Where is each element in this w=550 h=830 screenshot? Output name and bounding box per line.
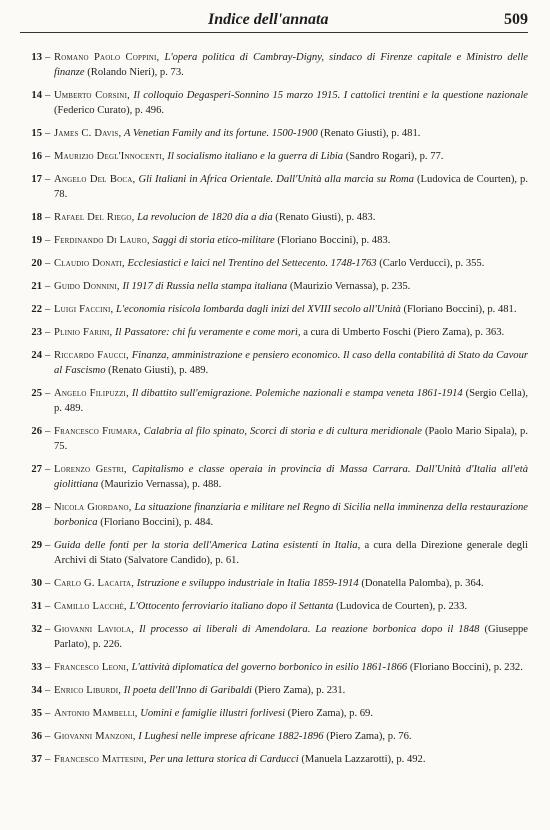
entry-reviewer: (Floriano Boccini), p. 484.	[100, 517, 214, 528]
entry-title: Per una lettura storica di Carducci	[149, 754, 299, 765]
entry-number: 22	[31, 304, 42, 315]
entry-reviewer: (Giuseppe Parlato), p. 226.	[54, 624, 528, 650]
entry-author: James C. Davis,	[54, 128, 122, 139]
entry-dash: –	[45, 350, 51, 361]
entry-reviewer: (Piero Zama), p. 76.	[326, 731, 412, 742]
entry-reviewer: (Renato Giusti), p. 481.	[320, 128, 421, 139]
index-entry	[20, 538, 528, 568]
entry-title: Il Passatore: chi fu veramente e come morì,	[115, 327, 301, 338]
running-title: Indice dell'annata	[208, 11, 329, 28]
index-entry	[20, 752, 528, 767]
entry-dash: –	[45, 235, 51, 246]
entry-number: 32	[31, 624, 42, 635]
index-entry	[20, 576, 528, 591]
entry-number: 20	[31, 258, 42, 269]
entry-dash: –	[45, 662, 51, 673]
entry-number: 36	[31, 731, 42, 742]
entry-reviewer: (Floriano Boccini), p. 481.	[403, 304, 517, 315]
entry-author: Riccardo Faucci,	[54, 350, 129, 361]
index-entry	[20, 622, 528, 652]
entry-author: Francesco Mattesini,	[54, 754, 147, 765]
entry-author: Giovanni Manzoni,	[54, 731, 136, 742]
entry-dash: –	[45, 464, 51, 475]
entry-title: Guida delle fonti per la storia dell'America Latina esistenti in Italia,	[54, 540, 361, 551]
index-entry	[20, 500, 528, 530]
entry-dash: –	[45, 52, 51, 63]
index-entry	[20, 233, 528, 248]
index-entry	[20, 149, 528, 164]
index-entry	[20, 126, 528, 141]
page-header	[20, 10, 528, 33]
entry-number: 30	[31, 578, 42, 589]
entry-dash: –	[45, 174, 51, 185]
entry-author: Luigi Faccini,	[54, 304, 114, 315]
entry-number: 24	[31, 350, 42, 361]
entry-dash: –	[45, 426, 51, 437]
entry-reviewer: (Rolando Nieri), p. 73.	[87, 67, 184, 78]
entry-dash: –	[45, 601, 51, 612]
entry-title: Saggi di storia etico-militare	[152, 235, 275, 246]
entry-title: Il colloquio Degasperi-Sonnino 15 marzo 1915. I cattolici trentini e la questione nazionale	[133, 90, 528, 101]
entry-number: 17	[31, 174, 42, 185]
entry-reviewer: (Federico Curato), p. 496.	[54, 105, 165, 116]
entry-author: Romano Paolo Coppini,	[54, 52, 160, 63]
index-entry	[20, 386, 528, 416]
entry-author: Enrico Liburdi,	[54, 685, 122, 696]
entry-number: 21	[31, 281, 42, 292]
entry-title: Uomini e famiglie illustri forlivesi	[140, 708, 286, 719]
index-entry	[20, 325, 528, 340]
entry-reviewer: (Sergio Cella), p. 489.	[54, 388, 528, 414]
entry-author: Rafael Del Riego,	[54, 212, 135, 223]
entry-number: 16	[31, 151, 42, 162]
entry-dash: –	[45, 624, 51, 635]
entry-title: Capitalismo e classe operaia in provincia di Massa Carrara. Dall'Unità d'Italia all'età giolittiana	[54, 464, 528, 490]
entry-author: Plinio Farini,	[54, 327, 113, 338]
entry-number: 35	[31, 708, 42, 719]
entry-reviewer: (Ludovica de Courten), p. 233.	[336, 601, 468, 612]
entry-reviewer: (Carlo Verducci), p. 355.	[379, 258, 485, 269]
entry-number: 26	[31, 426, 42, 437]
entry-author: Francesco Leoni,	[54, 662, 129, 673]
index-entry	[20, 88, 528, 118]
entry-number: 34	[31, 685, 42, 696]
entry-title: La situazione finanziaria e militare nel Regno di Sicilia nella imminenza della restaurazione borbonica	[54, 502, 529, 528]
entry-dash: –	[45, 90, 51, 101]
page-number: 509	[504, 11, 528, 28]
entry-reviewer: (Piero Zama), p. 231.	[254, 685, 346, 696]
entry-title: L'Ottocento ferroviario italiano dopo il Settanta	[129, 601, 334, 612]
entry-number: 31	[31, 601, 42, 612]
entry-dash: –	[45, 708, 51, 719]
entry-author: Umberto Corsini,	[54, 90, 130, 101]
index-entry	[20, 599, 528, 614]
entry-reviewer: a cura di Umberto Foschi (Piero Zama), p. 363.	[303, 327, 505, 338]
entry-title: Il 1917 di Russia nella stampa italiana	[122, 281, 288, 292]
entry-title: L'economia risicola lombarda dagli inizi del XVIII secolo all'Unità	[116, 304, 401, 315]
entry-number: 13	[31, 52, 42, 63]
entry-number: 23	[31, 327, 42, 338]
entry-reviewer: (Piero Zama), p. 69.	[287, 708, 373, 719]
entry-dash: –	[45, 327, 51, 338]
entry-number: 28	[31, 502, 42, 513]
entry-dash: –	[45, 258, 51, 269]
entry-number: 18	[31, 212, 42, 223]
index-entry	[20, 210, 528, 225]
entry-reviewer: (Floriano Boccini), p. 232.	[409, 662, 523, 673]
index-entry	[20, 729, 528, 744]
entry-reviewer: (Manuela Lazzarotti), p. 492.	[301, 754, 426, 765]
entry-dash: –	[45, 128, 51, 139]
entry-author: Maurizio Degl'Innocenti,	[54, 151, 165, 162]
entry-dash: –	[45, 731, 51, 742]
entry-author: Camillo Lacchè,	[54, 601, 127, 612]
entry-reviewer: (Donatella Palomba), p. 364.	[361, 578, 484, 589]
index-entry	[20, 424, 528, 454]
entry-title: L'attività diplomatica del governo borbonico in esilio 1861-1866	[131, 662, 408, 673]
entry-number: 19	[31, 235, 42, 246]
entry-title: Istruzione e sviluppo industriale in Italia 1859-1914	[136, 578, 359, 589]
index-entry	[20, 50, 528, 80]
index-entry	[20, 683, 528, 698]
entry-author: Angelo Filipuzzi,	[54, 388, 129, 399]
entry-author: Giovanni Laviola,	[54, 624, 135, 635]
entry-dash: –	[45, 304, 51, 315]
entry-dash: –	[45, 540, 51, 551]
entry-title: Il poeta dell'Inno di Garibaldi	[123, 685, 252, 696]
entry-author: Lorenzo Gestri,	[54, 464, 127, 475]
entry-author: Nicola Giordano,	[54, 502, 132, 513]
entry-dash: –	[45, 578, 51, 589]
entry-number: 15	[31, 128, 42, 139]
entry-title: Il socialismo italiano e la guerra di Libia	[167, 151, 344, 162]
index-entry	[20, 706, 528, 721]
entry-title: La revolucion de 1820 dia a dia	[137, 212, 273, 223]
entry-title: Finanza, amministrazione e pensiero economico. Il caso della contabilità di Stato da Cavour al Fascismo	[54, 350, 528, 376]
entry-reviewer: (Maurizio Vernassa), p. 235.	[289, 281, 411, 292]
entry-reviewer: (Paolo Mario Sipala), p. 75.	[54, 426, 528, 452]
entry-title: Ecclesiastici e laici nel Trentino del Settecento. 1748-1763	[127, 258, 377, 269]
entry-author: Ferdinando Di Lauro,	[54, 235, 150, 246]
entry-number: 29	[31, 540, 42, 551]
entry-title: Gli Italiani in Africa Orientale. Dall'Unità alla marcia su Roma	[138, 174, 414, 185]
entry-reviewer: (Floriano Boccini), p. 483.	[277, 235, 391, 246]
entry-author: Claudio Donati,	[54, 258, 125, 269]
entry-title: I Lughesi nelle imprese africane 1882-1896	[138, 731, 324, 742]
index-entry	[20, 462, 528, 492]
entry-reviewer: (Renato Giusti), p. 489.	[108, 365, 209, 376]
entry-number: 14	[31, 90, 42, 101]
entry-dash: –	[45, 685, 51, 696]
entry-author: Francesco Fiumara,	[54, 426, 141, 437]
entry-dash: –	[45, 388, 51, 399]
index-entry	[20, 302, 528, 317]
entry-number: 27	[31, 464, 42, 475]
index-entry	[20, 279, 528, 294]
entry-dash: –	[45, 754, 51, 765]
entry-dash: –	[45, 212, 51, 223]
entry-number: 37	[31, 754, 42, 765]
entry-number: 33	[31, 662, 42, 673]
entry-title: Calabria al filo spinato, Scorci di storia e di cultura meridionale	[143, 426, 423, 437]
entry-dash: –	[45, 502, 51, 513]
entry-title: Il processo ai liberali di Amendolara. La reazione borbonica dopo il 1848	[139, 624, 480, 635]
entry-dash: –	[45, 151, 51, 162]
entry-title: A Venetian Family and its fortune. 1500-1900	[123, 128, 318, 139]
index-entry	[20, 172, 528, 202]
entry-title: Il dibattito sull'emigrazione. Polemiche nazionali e stampa veneta 1861-1914	[131, 388, 463, 399]
entry-reviewer: (Maurizio Vernassa), p. 488.	[100, 479, 222, 490]
entry-dash: –	[45, 281, 51, 292]
entry-reviewer: (Sandro Rogari), p. 77.	[345, 151, 444, 162]
index-entry	[20, 348, 528, 378]
index-entry-list	[20, 50, 528, 775]
index-entry	[20, 256, 528, 271]
entry-title: L'opera politica di Cambray-Digny, sindaco di Firenze capitale e Ministro delle finanze	[54, 52, 528, 78]
entry-reviewer: (Renato Giusti), p. 483.	[275, 212, 376, 223]
entry-author: Angelo Del Boca,	[54, 174, 136, 185]
entry-author: Carlo G. Lacaita,	[54, 578, 135, 589]
index-entry	[20, 660, 528, 675]
entry-author: Antonio Mambelli,	[54, 708, 138, 719]
entry-number: 25	[31, 388, 42, 399]
entry-reviewer: a cura della Direzione generale degli Archivi di Stato (Salvatore Candido), p. 61.	[54, 540, 528, 566]
entry-reviewer: (Ludovica de Courten), p. 78.	[54, 174, 528, 200]
entry-author: Guido Donnini,	[54, 281, 120, 292]
